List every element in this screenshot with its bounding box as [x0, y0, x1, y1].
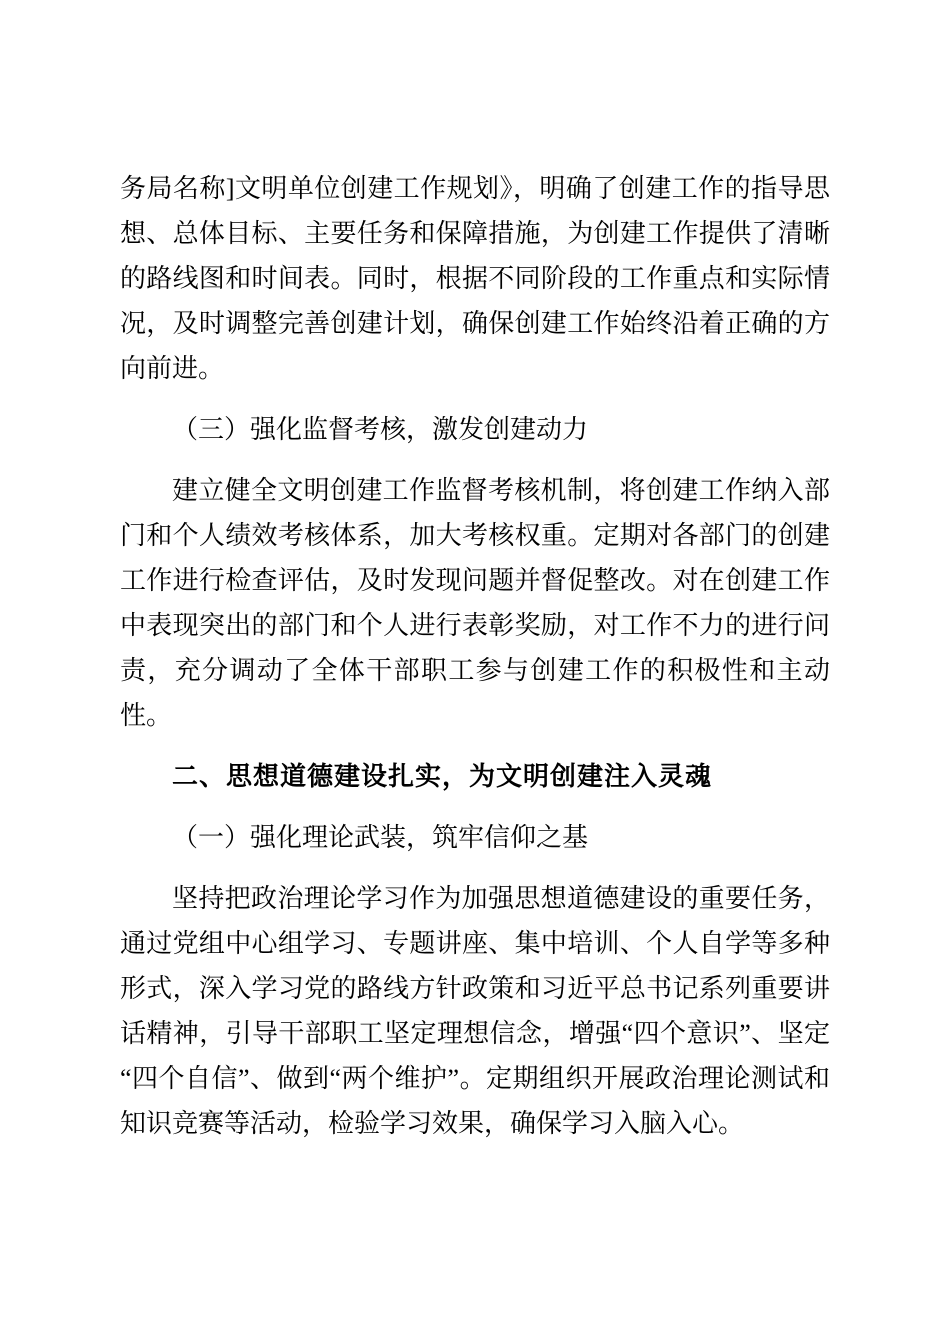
body-paragraph: 坚持把政治理论学习作为加强思想道德建设的重要任务，通过党组中心组学习、专题讲座、集中培训、个人自学等多种形式，深入学习党的路线方针政策和习近平总书记系列重要讲话精神，引导干部职工坚定理想信念，增强“四个意识”、坚定“四个自信”、做到“两个维护”。定期组织开展政治理论测试和知识竞赛等活动，检验学习效果，确保学习入脑入心。 — [120, 884, 830, 1138]
sub-heading-1: （一）强化理论武装，筑牢信仰之基 — [172, 823, 589, 852]
sub-heading-3: （三）强化监督考核，激发创建动力 — [172, 415, 589, 444]
page-content — [120, 0, 830, 1162]
body-paragraph: 建立健全文明创建工作监督考核机制，将创建工作纳入部门和个人绩效考核体系，加大考核权重。定期对各部门的创建工作进行检查评估，及时发现问题并督促整改。对在创建工作中表现突出的部门和个人进行表彰奖励，对工作不力的进行问责，充分调动了全体干部职工参与创建工作的积极性和主动性。 — [120, 476, 830, 730]
paragraph-continuation: 务局名称]文明单位创建工作规划》，明确了创建工作的指导思想、总体目标、主要任务和保障措施，为创建工作提供了清晰的路线图和时间表。同时，根据不同阶段的工作重点和实际情况，及时调整完善创建计划，确保创建工作始终沿着正确的方向前进。 — [120, 174, 830, 383]
main-heading-2: 二、思想道德建设扎实，为文明创建注入灵魂 — [172, 761, 713, 791]
